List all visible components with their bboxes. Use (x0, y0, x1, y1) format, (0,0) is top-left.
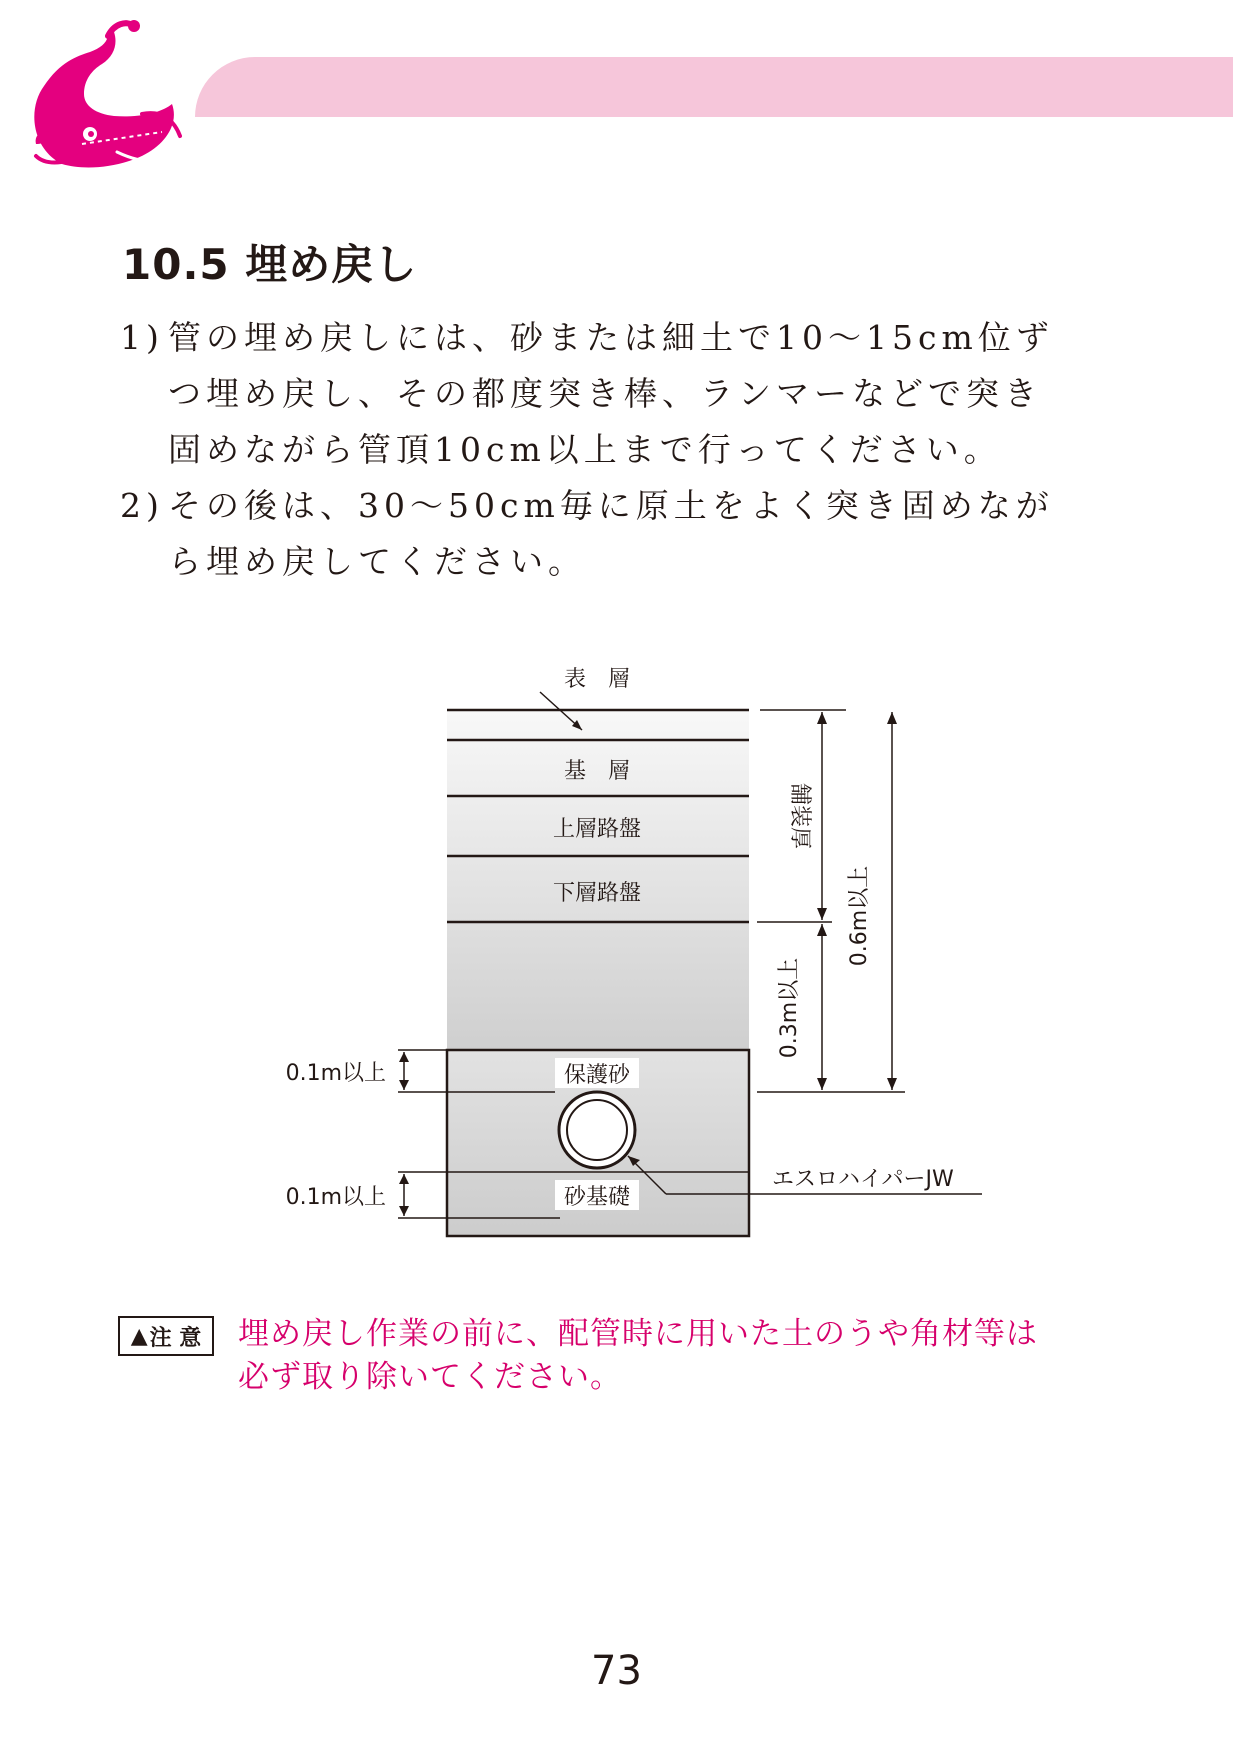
page-number: 73 (591, 1648, 642, 1694)
section-title: 10.5 埋め戻し (122, 240, 418, 289)
base-layer-label: 基 層 (563, 759, 631, 784)
caution-badge (118, 1316, 214, 1356)
surface-layer-label: 表 層 (563, 667, 631, 692)
caution-note (118, 1313, 1078, 1399)
protective-sand-label: 保護砂 (563, 1063, 631, 1088)
instruction-text: その後は、30〜50cm毎に原土をよく突き固めながら埋め戻してください。 (168, 486, 1054, 581)
caution-badge-label: 注 意 (149, 1325, 202, 1351)
top-clearance-label: 0.1m以上 (285, 1061, 386, 1086)
pipe-inner (567, 1100, 627, 1160)
pavement-thickness-label: 舗装厚 (787, 782, 812, 850)
caution-text (238, 1313, 1038, 1399)
depth-06-label: 0.6m以上 (847, 865, 872, 967)
lower-roadbed-label: 下層路盤 (552, 881, 642, 906)
instruction-number: 1) (120, 318, 164, 357)
instruction-number: 2) (120, 486, 164, 525)
sand-foundation-label: 砂基礎 (563, 1185, 631, 1210)
upper-roadbed-label: 上層路盤 (552, 817, 642, 842)
depth-03-label: 0.3m以上 (777, 957, 802, 1059)
pipe-label: エスロハイパーJW (772, 1167, 954, 1192)
bottom-clearance-label: 0.1m以上 (285, 1185, 386, 1210)
warning-icon: ▲ (130, 1323, 148, 1349)
caution-line: 埋め戻し作業の前に、配管時に用いた土のうや角材等は (238, 1316, 1038, 1352)
instruction-text: 管の埋め戻しには、砂または細土で10〜15cm位ずつ埋め戻し、その都度突き棒、ランマーなどで突き固めながら管頂10cm以上まで行ってください。 (168, 318, 1054, 469)
caution-line: 必ず取り除いてください。 (238, 1359, 622, 1395)
